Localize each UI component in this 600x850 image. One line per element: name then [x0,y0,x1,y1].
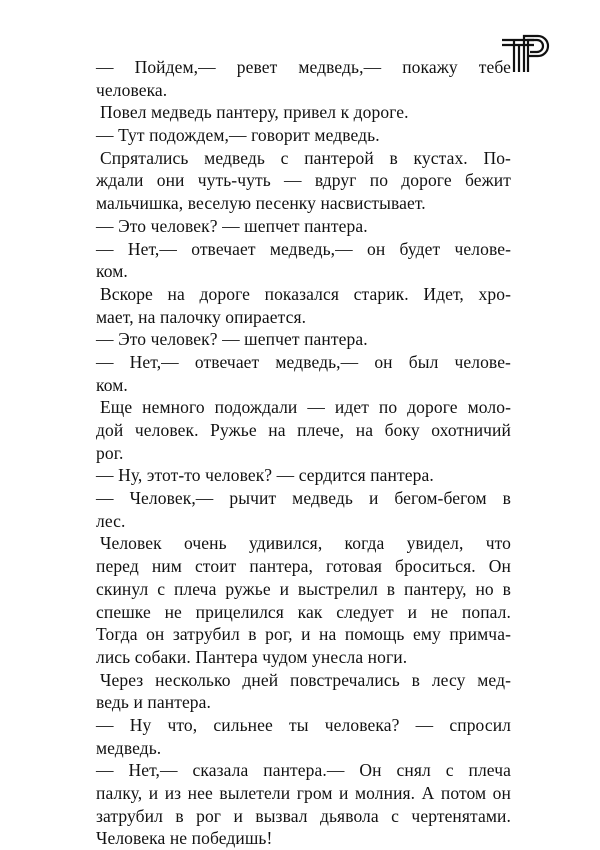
text-line: — Ну, этот-то человек? — сердится пантера. [96,465,434,486]
text-line: — Нет,— отвечает медведь,— он был челове- [96,351,511,372]
text-line: Спрятались медведь с пантерой в кустах. По- [100,147,511,168]
text-line: Еще немного подождали — идет по дороге моло- [100,397,511,418]
text-line: — Ну что, сильнее ты человека? — спросил [96,714,511,735]
text-line: ведь и пантера. [96,692,212,713]
text-line: спешке не прицелился как следует и не попал. [96,601,511,622]
text-line: — Нет,— сказала пантера.— Он снял с плеча [96,760,511,781]
text-line: палку, и из нее вылетели гром и молния. А потом он [96,783,511,803]
text-line: — Пойдем,— ревет медведь,— покажу тебе [96,57,511,77]
text-line: Тогда он затрубил в рог, и на помощь ему примча- [96,624,511,645]
text-line: — Это человек? — шепчет пантера. [96,329,368,350]
text-line: лес. [96,510,126,531]
text-line: скинул с плеча ружье и выстрелил в пантеру, но в [96,578,511,599]
text-line: ком. [96,261,128,282]
text-line: рог. [96,442,124,463]
text-line: дой человек. Ружье на плече, на боку охотничий [96,420,511,440]
text-line: лись собаки. Пантера чудом унесла ноги. [96,646,408,667]
text-line: Человек очень удивился, когда увидел, что [100,533,511,554]
text-line: человека. [96,79,168,100]
text-line: Повел медведь пантеру, привел к дороге. [100,102,409,123]
text-line: — Тут подождем,— говорит медведь. [96,125,380,146]
text-line: — Это человек? — шепчет пантера. [96,215,368,236]
text-line: — Нет,— отвечает медведь,— он будет челове- [96,238,511,259]
text-line: ждали они чуть-чуть — вдруг по дороге бежит [96,170,511,191]
text-line: медведь. [96,737,162,758]
text-line: ком. [96,374,128,395]
text-line: Человека не победишь! [96,828,273,849]
story-text [96,56,511,850]
text-line: перед ним стоит пантера, готовая броситься. Он [96,556,511,577]
text-line: мает, на палочку опирается. [96,306,307,327]
text-line: — Человек,— рычит медведь и бегом-бегом в [96,488,511,509]
text-line: затрубил в рог и вызвал дьявола с чертенятами. [96,805,511,826]
text-line: Через несколько дней повстречались в лесу мед- [100,669,511,690]
text-line: Вскоре на дороге показался старик. Идет, хро- [100,283,511,304]
text-line: мальчишка, веселую песенку насвистывает. [96,193,426,214]
